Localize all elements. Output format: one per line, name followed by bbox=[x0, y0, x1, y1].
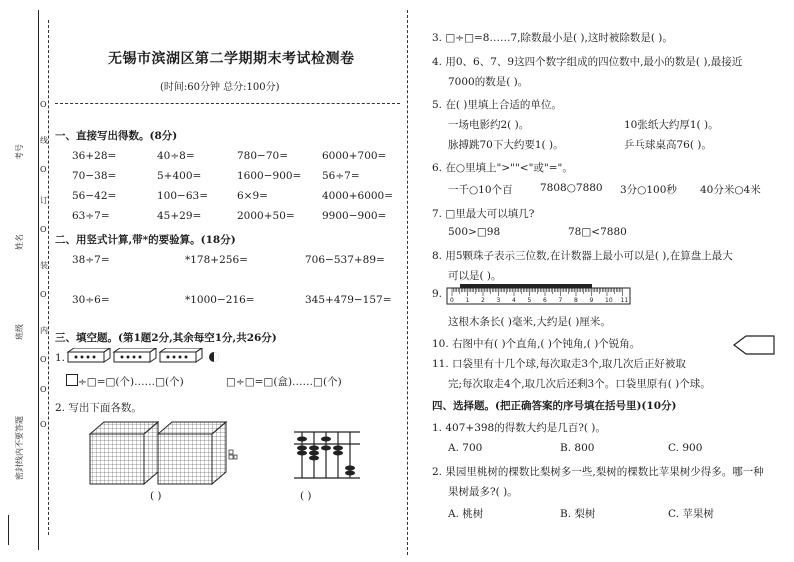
q6-d: 40分米○4米 bbox=[700, 184, 761, 196]
choice2-b: B. 梨树 bbox=[560, 508, 596, 520]
ruler-label: 11 bbox=[620, 297, 629, 304]
section2-title: 二、用竖式计算,带*的要验算。(18分) bbox=[55, 234, 236, 246]
q2-text: 2. 写出下面各数。 bbox=[55, 402, 142, 414]
q5-a: 一场电影约2( )。 bbox=[448, 119, 530, 131]
oral-calc-item: 56−42= bbox=[72, 190, 117, 202]
q9-number: 9. bbox=[432, 288, 443, 300]
choice1-a: A. 700 bbox=[448, 442, 483, 454]
q5-b: 10张纸大约厚1( )。 bbox=[624, 119, 719, 131]
oral-calc-item: 5+400= bbox=[157, 170, 202, 182]
calc-3: 706−537+89= bbox=[305, 254, 385, 266]
oral-calc-item: 4000+6000= bbox=[322, 190, 394, 202]
section4-title: 四、选择题。(把正确答案的序号填在括号里)(10分) bbox=[432, 400, 677, 412]
oral-calc-item: 1600−900= bbox=[237, 170, 302, 182]
q2-answer-b: ( ) bbox=[300, 490, 312, 502]
oral-calc-item: 70−38= bbox=[72, 170, 117, 182]
margin-mark: O bbox=[40, 290, 47, 299]
choice1-c: C. 900 bbox=[668, 442, 703, 454]
ruler-label: 4 bbox=[512, 297, 516, 304]
oral-calc-item: 100−63= bbox=[157, 190, 208, 202]
oral-calc-item: 40÷8= bbox=[157, 150, 195, 162]
margin-mark: 线 bbox=[40, 136, 48, 145]
margin-name: 姓名 bbox=[15, 234, 24, 250]
q6-c: 3分○100秒 bbox=[620, 184, 677, 196]
page-title: 无锡市滨湖区第二学期期末考试检测卷 bbox=[108, 51, 355, 67]
choice2-line1: 2. 果园里桃树的棵数比梨树多一些,梨树的棵数比苹果树少得多。哪一种 bbox=[432, 466, 764, 478]
q1-fill-a: ÷□=□(个)……□(个) bbox=[66, 374, 184, 389]
section3-title: 三、填空题。(第1题2分,其余每空1分,共26分) bbox=[55, 332, 277, 344]
calc-4: 30÷6= bbox=[72, 294, 110, 306]
ruler-label: 6 bbox=[543, 297, 547, 304]
margin-mark: O bbox=[40, 225, 47, 234]
candy-ball-icon bbox=[208, 351, 220, 363]
blank-box[interactable] bbox=[66, 374, 78, 386]
q11-line1: 11. 口袋里有十几个球,每次取走3个,取几次后正好被取 bbox=[432, 358, 686, 370]
q6-a: 一千○10个百 bbox=[448, 184, 513, 196]
q7-b: 78□<7880 bbox=[568, 226, 627, 238]
ruler-label: 7 bbox=[558, 297, 563, 304]
q5: 5. 在( )里填上合适的单位。 bbox=[432, 99, 562, 111]
q1-number: 1. bbox=[55, 352, 66, 364]
ruler-illustration bbox=[446, 284, 632, 306]
q1-fill-b: □÷□=□(盒)……□(个) bbox=[226, 376, 342, 388]
calc-2: *178+256= bbox=[185, 254, 248, 266]
ruler-label: 8 bbox=[574, 297, 578, 304]
calc-6: 345+479−157= bbox=[305, 294, 392, 306]
ruler-label: 1 bbox=[465, 297, 470, 304]
q5-d: 乒乓球桌高76( )。 bbox=[624, 139, 712, 151]
ruler-label: 5 bbox=[527, 297, 532, 304]
header-divider bbox=[55, 103, 400, 104]
margin-mark: O bbox=[40, 420, 47, 429]
margin-exam-no: 考号 bbox=[15, 144, 24, 160]
ruler-label: 9 bbox=[589, 297, 594, 304]
oral-calc-item: 6×9= bbox=[237, 190, 268, 202]
margin-mark: O bbox=[40, 385, 47, 394]
q11-line2: 完;每次取走4个,取几次后还剩3个。口袋里原有( )个球。 bbox=[448, 378, 711, 390]
oral-calc-item: 45+29= bbox=[157, 210, 202, 222]
choice2-a: A. 桃树 bbox=[448, 508, 484, 520]
margin-mark: O bbox=[40, 165, 47, 174]
oral-calc-item: 63÷7= bbox=[72, 210, 110, 222]
margin-mark: 装 bbox=[40, 261, 48, 270]
q8-line1: 8. 用5颗珠子表示三位数,在计数器上最小可以是( ),在算盘上最大 bbox=[432, 250, 733, 262]
margin-mark: 订 bbox=[40, 196, 48, 205]
abacus-illustration bbox=[292, 428, 362, 482]
calc-1: 38÷7= bbox=[72, 254, 110, 266]
q2-answer-a: ( ) bbox=[150, 490, 162, 502]
q7-a: 500>□98 bbox=[448, 226, 501, 238]
margin-class: 班级 bbox=[15, 324, 24, 340]
q7: 7. □里最大可以填几? bbox=[432, 208, 535, 220]
oral-calc-item: 780−70= bbox=[237, 150, 288, 162]
q6-b: 7808○7880 bbox=[540, 182, 603, 194]
q4-line2: 7000的数是( )。 bbox=[448, 76, 529, 88]
q8-line2: 可以是( )。 bbox=[448, 270, 502, 282]
oral-calc-item: 2000+50= bbox=[237, 210, 295, 222]
margin-rule-outer bbox=[38, 10, 39, 550]
margin-mark: 内 bbox=[40, 326, 48, 335]
q5-c: 脉搏跳70下大约要1( )。 bbox=[448, 139, 564, 151]
margin-school: 密封线内不要答题 bbox=[15, 416, 24, 480]
choice2-line2: 果树最多?( )。 bbox=[448, 486, 518, 498]
center-fold-line bbox=[407, 10, 408, 555]
oral-calc-item: 6000+700= bbox=[322, 150, 387, 162]
ruler-label: 3 bbox=[496, 297, 501, 304]
oral-calc-item: 56÷7= bbox=[322, 170, 360, 182]
margin-mark: O bbox=[40, 100, 47, 109]
page-subtitle: (时间:60分钟 总分:100分) bbox=[160, 82, 280, 93]
pentagon-figure bbox=[732, 334, 776, 356]
candy-boxes-illustration bbox=[66, 348, 206, 366]
section1-title: 一、直接写出得数。(8分) bbox=[55, 130, 178, 142]
cubes-illustration bbox=[88, 420, 238, 486]
ruler-label: 10 bbox=[605, 297, 613, 304]
ruler-label: 0 bbox=[450, 297, 454, 304]
q9-text: 这根木条长( )毫米,大约是( )厘米。 bbox=[448, 316, 611, 328]
oral-calc-item: 9900−900= bbox=[322, 210, 387, 222]
seal-line bbox=[48, 20, 49, 535]
margin-tick bbox=[8, 515, 9, 545]
choice1-b: B. 800 bbox=[560, 442, 595, 454]
oral-calc-item: 36+28= bbox=[72, 150, 117, 162]
q4-line1: 4. 用0、6、7、9这四个数字组成的四位数中,最小的数是( ),最接近 bbox=[432, 56, 743, 68]
q10: 10. 右图中有( )个直角,( )个钝角,( )个锐角。 bbox=[432, 338, 641, 350]
calc-5: *1000−216= bbox=[185, 294, 255, 306]
choice2-c: C. 苹果树 bbox=[668, 508, 714, 520]
margin-mark: O bbox=[40, 355, 47, 364]
q6: 6. 在○里填上">""<"或"="。 bbox=[432, 162, 573, 174]
choice1: 1. 407+398的得数大约是几百?( )。 bbox=[432, 422, 606, 434]
q3: 3. □÷□=8……7,除数最小是( ),这时被除数是( )。 bbox=[432, 32, 673, 44]
ruler-label: 2 bbox=[481, 297, 485, 304]
